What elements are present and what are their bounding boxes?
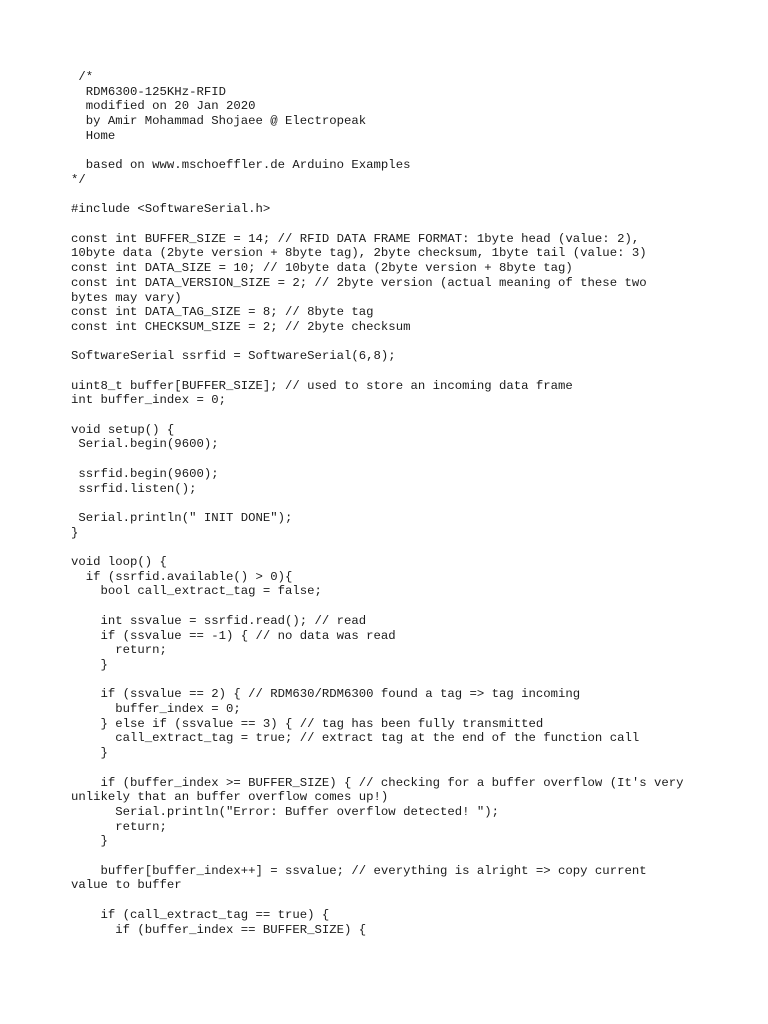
code-line: /* <box>71 70 94 84</box>
code-line: uint8_t buffer[BUFFER_SIZE]; // used to store an incoming data frame <box>71 378 573 393</box>
code-line: if (ssvalue == -1) { // no data was read <box>71 628 396 643</box>
code-line <box>71 849 731 864</box>
code-line: return; <box>71 819 167 834</box>
code-line: if (buffer_index >= BUFFER_SIZE) { // checking for a buffer overflow (It's very <box>71 775 684 790</box>
code-line: void loop() { <box>71 555 167 570</box>
code-line: value to buffer <box>71 878 182 893</box>
code-line <box>71 893 731 908</box>
code-line: bool call_extract_tag = false; <box>71 584 322 599</box>
code-line: buffer[buffer_index++] = ssvalue; // everything is alright => copy current <box>71 863 647 878</box>
code-line <box>71 188 731 203</box>
code-line: ssrfid.begin(9600); <box>71 466 219 481</box>
code-line <box>71 673 731 688</box>
code-line: by Amir Mohammad Shojaee @ Electropeak <box>71 114 367 129</box>
code-line: SoftwareSerial ssrfid = SoftwareSerial(6,8); <box>71 349 396 364</box>
code-line: 10byte data (2byte version + 8byte tag), 2byte checksum, 1byte tail (value: 3) <box>71 246 647 261</box>
code-line: based on www.mschoeffler.de Arduino Examples <box>71 158 411 173</box>
code-line: const int DATA_SIZE = 10; // 10byte data (2byte version + 8byte tag) <box>71 261 573 276</box>
code-line: Serial.println(" INIT DONE"); <box>71 510 293 525</box>
code-line: RDM6300-125KHz-RFID <box>71 84 226 99</box>
code-line: } <box>71 657 108 672</box>
code-line: #include <SoftwareSerial.h> <box>71 202 271 217</box>
code-listing <box>71 70 731 937</box>
code-line: int ssvalue = ssrfid.read(); // read <box>71 613 367 628</box>
code-line <box>71 364 731 379</box>
code-line: } else if (ssvalue == 3) { // tag has been fully transmitted <box>71 716 544 731</box>
code-line: const int CHECKSUM_SIZE = 2; // 2byte checksum <box>71 319 411 334</box>
code-line <box>71 144 731 159</box>
code-line <box>71 335 731 350</box>
code-line <box>71 761 731 776</box>
code-line <box>71 540 731 555</box>
code-line <box>71 599 731 614</box>
code-line: const int DATA_TAG_SIZE = 8; // 8byte tag <box>71 305 374 320</box>
code-line: buffer_index = 0; <box>71 702 241 717</box>
code-line: const int BUFFER_SIZE = 14; // RFID DATA FRAME FORMAT: 1byte head (value: 2), <box>71 231 640 246</box>
code-line <box>71 496 731 511</box>
code-line <box>71 408 731 423</box>
code-line: call_extract_tag = true; // extract tag at the end of the function call <box>71 731 640 746</box>
code-line <box>71 452 731 467</box>
code-line: void setup() { <box>71 422 175 437</box>
code-line: modified on 20 Jan 2020 <box>71 99 256 114</box>
code-line: if (call_extract_tag == true) { <box>71 907 330 922</box>
code-line: } <box>71 525 79 540</box>
code-line: if (ssvalue == 2) { // RDM630/RDM6300 found a tag => tag incoming <box>71 687 581 702</box>
code-line: } <box>71 834 108 849</box>
code-line: } <box>71 746 108 761</box>
code-line: Serial.println("Error: Buffer overflow detected! "); <box>71 804 500 819</box>
code-line: bytes may vary) <box>71 290 182 305</box>
code-line: ssrfid.listen(); <box>71 481 197 496</box>
code-line: */ <box>71 172 86 187</box>
code-line: const int DATA_VERSION_SIZE = 2; // 2byte version (actual meaning of these two <box>71 275 647 290</box>
code-line: Home <box>71 128 116 143</box>
code-line: Serial.begin(9600); <box>71 437 219 452</box>
code-line: int buffer_index = 0; <box>71 393 226 408</box>
code-line: unlikely that an buffer overflow comes up!) <box>71 790 389 805</box>
code-line <box>71 217 731 232</box>
code-line: if (ssrfid.available() > 0){ <box>71 569 293 584</box>
code-line: return; <box>71 643 167 658</box>
code-line: if (buffer_index == BUFFER_SIZE) { <box>71 922 367 937</box>
